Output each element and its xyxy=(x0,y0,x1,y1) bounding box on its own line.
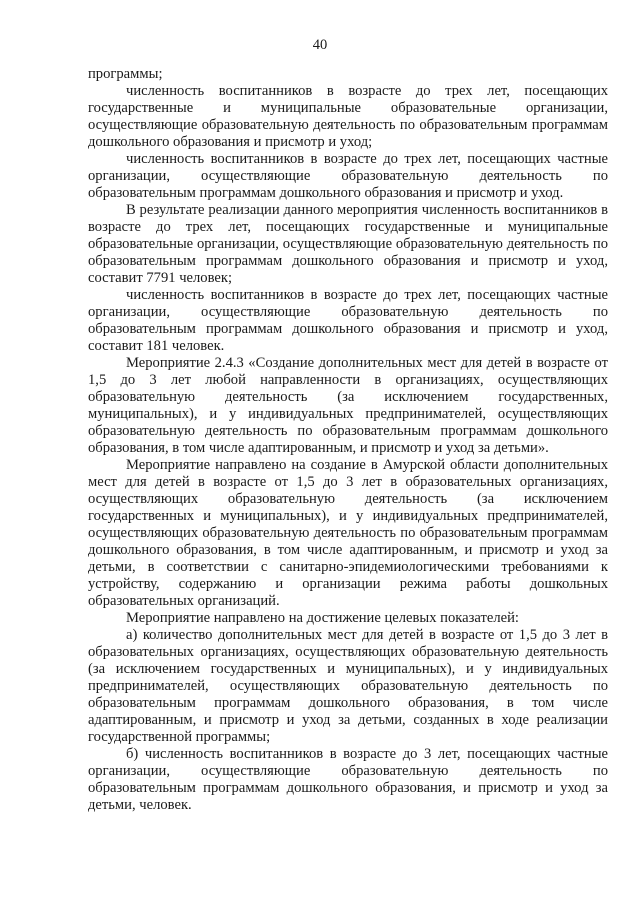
paragraph: численность воспитанников в возрасте до трех лет, посещающих государственные и муниципальные образовательные организации, осуществляющие образовательную деятельность по образовательным программам дошкольного образования и присмотр и уход; xyxy=(88,83,608,150)
paragraph: а) количество дополнительных мест для детей в возрасте от 1,5 до 3 лет в образовательных организациях, осуществляющих образовательную деятельность (за исключением государственных и муниципальных), и у индивидуальных предпринимателей, осуществляющих образовательную деятельность по образовательным программам дошкольного образования, в том числе адаптированным, и присмотр и уход за детьми, созданных в ходе реализации государственной программы; xyxy=(88,627,608,745)
paragraph: Мероприятие 2.4.3 «Создание дополнительных мест для детей в возрасте от 1,5 до 3 лет любой направленности в организациях, осуществляющих образовательную деятельность (за исключением государственных, муниципальных), и у индивидуальных предпринимателей, осуществляющих образовательную деятельность по образовательным программам дошкольного образования, в том числе адаптированным, и присмотр и уход за детьми». xyxy=(88,355,608,456)
paragraph: численность воспитанников в возрасте до трех лет, посещающих частные организации, осуществляющие образовательную деятельность по образовательным программам дошкольного образования и присмотр и уход. xyxy=(88,151,608,201)
paragraph: программы; xyxy=(88,66,163,82)
paragraph: Мероприятие направлено на создание в Амурской области дополнительных мест для детей в возрасте от 1,5 до 3 лет в образовательных организациях, осуществляющих образовательную деятельность (за исключением государственных и муниципальных), и у индивидуальных предпринимателей, осуществляющих образовательную деятельность по образовательным программам дошкольного образования, в том числе адаптированным, и присмотр и уход за детьми, в соответствии с санитарно-эпидемиологическими требованиями к устройству, содержанию и организации режима работы дошкольных образовательных организаций. xyxy=(88,457,608,609)
document-body xyxy=(88,66,608,814)
paragraph: В результате реализации данного мероприятия численность воспитанников в возрасте до трех лет, посещающих государственные и муниципальные образовательные организации, осуществляющие образовательную деятельность по образовательным программам дошкольного образования и присмотр и уход, составит 7791 человек; xyxy=(88,202,608,286)
page-number: 40 xyxy=(312,37,328,53)
paragraph: б) численность воспитанников в возрасте до 3 лет, посещающих частные организации, осуществляющие образовательную деятельность по образовательным программам дошкольного образования, и присмотр и уход за детьми, человек. xyxy=(88,746,608,813)
paragraph: Мероприятие направлено на достижение целевых показателей: xyxy=(126,610,519,626)
paragraph: численность воспитанников в возрасте до трех лет, посещающих частные организации, осуществляющие образовательную деятельность по образовательным программам дошкольного образования и присмотр и уход, составит 181 человек. xyxy=(88,287,608,354)
